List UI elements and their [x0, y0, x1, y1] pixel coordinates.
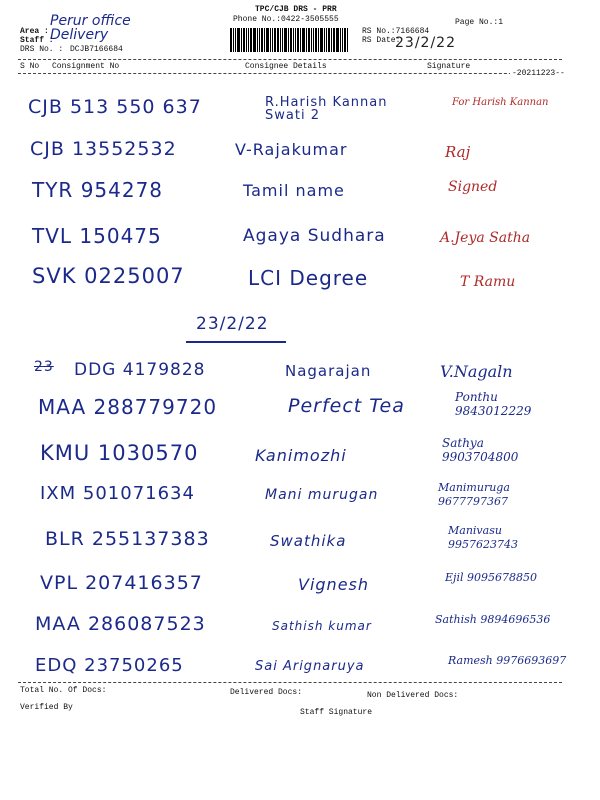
row-consignee: Mani murugan: [265, 487, 379, 503]
row-consignment: TVL 150475: [32, 224, 162, 248]
row-signature: V.Nagaln: [440, 362, 513, 381]
row-consignment: CJB 513 550 637: [28, 96, 202, 118]
struck-serial: 23: [34, 359, 54, 375]
footer-divider: [18, 682, 562, 683]
row-signature: A.Jeya Satha: [440, 230, 531, 246]
row-consignee: LCI Degree: [248, 266, 369, 290]
row-consignment: KMU 1030570: [40, 441, 199, 465]
row-signature: Ramesh 9976693697: [448, 654, 567, 667]
rs-date-label: RS Date:: [362, 36, 401, 45]
rs-date-value: 23/2/22: [395, 35, 456, 51]
col-consignment: Consignment No: [52, 62, 120, 71]
col-signature: Signature: [427, 62, 471, 71]
col-sno: S No: [20, 62, 40, 71]
row-consignment: BLR 255137383: [45, 528, 210, 550]
row-consignee: Perfect Tea: [288, 395, 405, 417]
verified-by-label: Verified By: [20, 703, 73, 712]
row-consignment: DDG 4179828: [74, 360, 206, 380]
drs-no-label: DRS No. :: [20, 45, 64, 54]
phone-number: Phone No.:0422-3505555: [233, 15, 339, 24]
row-consignment: EDQ 23750265: [35, 655, 184, 676]
page-number: Page No.:1: [455, 18, 504, 27]
total-docs-label: Total No. Of Docs:: [20, 686, 107, 695]
document-title: TPC/CJB DRS - PRR: [255, 5, 337, 14]
header-divider-bottom: [18, 73, 562, 74]
row-consignee: Sathish kumar: [272, 619, 372, 633]
area-value: Perur office Delivery: [50, 13, 131, 43]
row-consignment: MAA 288779720: [38, 395, 218, 419]
header-divider-top: [18, 59, 562, 60]
row-consignment: SVK 0225007: [32, 264, 185, 288]
row-signature: For Harish Kannan: [452, 97, 549, 108]
date-note: 23/2/22: [196, 314, 269, 334]
row-signature: Sathish 9894696536: [435, 613, 551, 626]
row-consignee: Kanimozhi: [255, 446, 347, 465]
area-label: Area :: [20, 27, 49, 36]
row-signature: Ponthu 9843012229: [455, 390, 532, 419]
row-signature: Signed: [448, 179, 498, 195]
row-consignment: TYR 954278: [32, 178, 164, 202]
row-signature: Sathya 9903704800: [442, 436, 519, 465]
row-signature: T Ramu: [460, 274, 516, 290]
drs-no-value: DCJB7166684: [70, 45, 123, 54]
print-stamp: -20211223--: [512, 69, 565, 78]
row-consignee: Agaya Sudhara: [243, 226, 386, 246]
row-signature: Manimuruga 9677797367: [438, 481, 510, 509]
row-consignee: R.Harish Kannan Swati 2: [265, 95, 388, 123]
row-consignee: V-Rajakumar: [235, 140, 348, 159]
row-consignee: Tamil name: [243, 181, 345, 200]
row-consignment: VPL 207416357: [40, 572, 203, 594]
row-consignment: IXM 501071634: [40, 483, 195, 504]
row-consignee: Nagarajan: [285, 362, 372, 380]
date-underline: [186, 341, 286, 343]
row-signature: Manivasu 9957623743: [448, 524, 518, 552]
barcode: [230, 28, 358, 52]
row-consignee: Vignesh: [298, 575, 370, 594]
row-consignment: CJB 13552532: [30, 138, 177, 160]
row-consignee: Swathika: [270, 532, 347, 550]
col-consignee: Consignee Details: [245, 62, 327, 71]
row-consignee: Sai Arignaruya: [255, 659, 365, 674]
non-delivered-docs-label: Non Delivered Docs:: [367, 691, 459, 700]
row-signature: Raj: [445, 143, 471, 161]
rs-no: RS No.:7166684: [362, 27, 430, 36]
staff-label: Staff :: [20, 36, 54, 45]
delivered-docs-label: Delivered Docs:: [230, 688, 303, 697]
row-signature: Ejil 9095678850: [445, 571, 537, 584]
staff-signature-label: Staff Signature: [300, 708, 373, 717]
row-consignment: MAA 286087523: [35, 613, 206, 635]
